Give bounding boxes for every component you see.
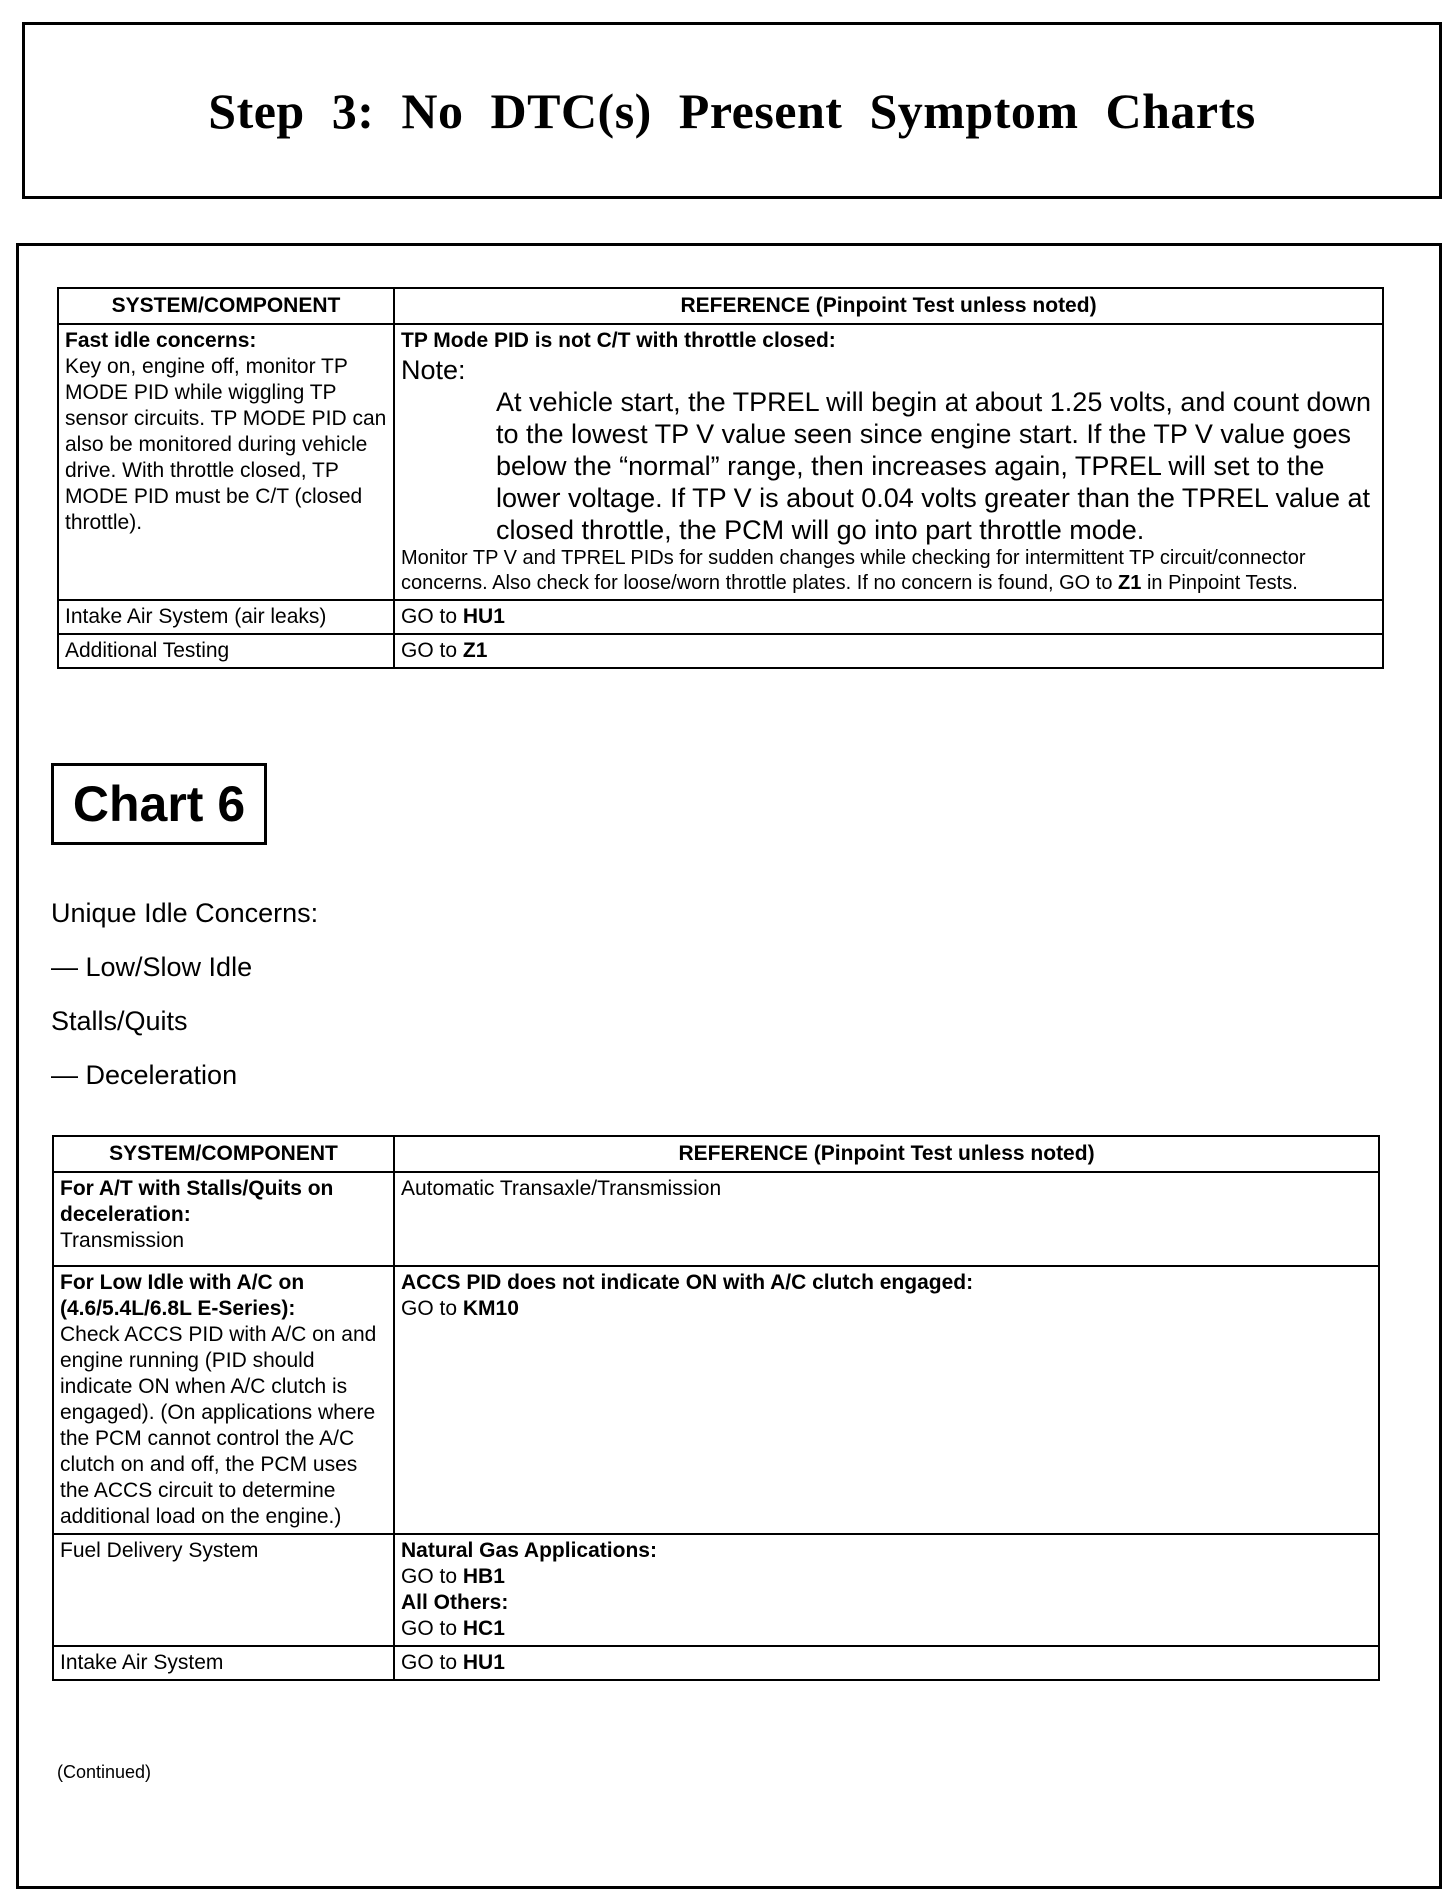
chart-item-deceleration: — Deceleration — [51, 1060, 238, 1090]
go-to-text: GO to — [401, 1297, 458, 1320]
note-body: At vehicle start, the TPREL will begin at about 1.25 volts, and count down to the lowest TP V value seen since engine start. If the TP V value goes below the “normal” range, then increases again, TPREL will set to the lower voltage. If TP V is about 0.04 volts greater than the TPREL value at closed throttle, the PCM will go into part throttle mode. — [496, 387, 1372, 545]
reference-code: HC1 — [462, 1617, 505, 1640]
reference-code: HU1 — [462, 1651, 505, 1674]
table-row — [58, 600, 1383, 634]
reference-cell — [394, 1646, 1379, 1680]
go-to-text: GO to — [401, 1651, 458, 1674]
component-cell: Additional Testing — [58, 634, 394, 668]
table-row — [53, 1172, 1379, 1266]
reference-code: HU1 — [462, 605, 505, 628]
chart-heading: Unique Idle Concerns: — [51, 898, 319, 928]
reference-title: ACCS PID does not indicate ON with A/C clutch engaged: — [401, 1271, 974, 1294]
reference-title: All Others: — [401, 1591, 509, 1614]
header-system-component: SYSTEM/COMPONENT — [53, 1136, 394, 1172]
table-row — [53, 1534, 1379, 1646]
reference-cell — [394, 600, 1383, 634]
component-cell — [58, 324, 394, 600]
component-title: For A/T with Stalls/Quits on deceleration: — [60, 1177, 334, 1226]
reference-cell: Automatic Transaxle/Transmission — [394, 1172, 1379, 1266]
reference-cell — [394, 1534, 1379, 1646]
table-row — [53, 1646, 1379, 1680]
reference-cell — [394, 1266, 1379, 1534]
go-to-text: GO to — [401, 639, 458, 662]
go-to-text: GO to — [401, 1565, 458, 1588]
header-reference: REFERENCE (Pinpoint Test unless noted) — [394, 1136, 1379, 1172]
reference-title: Natural Gas Applications: — [401, 1539, 657, 1562]
component-title: Fast idle concerns: — [65, 329, 257, 352]
table-header-row — [53, 1136, 1379, 1172]
table-row — [58, 634, 1383, 668]
reference-code: HB1 — [462, 1565, 505, 1588]
header-system-component: SYSTEM/COMPONENT — [58, 288, 394, 324]
component-cell: Fuel Delivery System — [53, 1534, 394, 1646]
symptom-table-2 — [52, 1135, 1380, 1681]
reference-code: Z1 — [1118, 572, 1142, 594]
go-to-text: GO to — [401, 1617, 458, 1640]
go-to-text: GO to — [401, 605, 458, 628]
chart-item-low-slow-idle: — Low/Slow Idle — [51, 952, 253, 982]
reference-text: Monitor TP V and TPREL PIDs for sudden changes while checking for intermittent TP circuit/connector concerns. Also check for loose/worn throttle plates. If no concern is found, GO to — [401, 547, 1306, 594]
component-body: Transmission — [60, 1229, 185, 1252]
reference-suffix: in Pinpoint Tests. — [1146, 572, 1298, 594]
component-cell: Intake Air System — [53, 1646, 394, 1680]
title-box — [22, 22, 1442, 199]
component-cell: Intake Air System (air leaks) — [58, 600, 394, 634]
table-header-row — [58, 288, 1383, 324]
chart-label: Chart 6 — [51, 763, 267, 845]
component-title: For Low Idle with A/C on (4.6/5.4L/6.8L E-Series): — [60, 1271, 305, 1320]
reference-title: TP Mode PID is not C/T with throttle closed: — [401, 329, 836, 352]
reference-code: KM10 — [462, 1297, 519, 1320]
table-row — [58, 324, 1383, 600]
reference-cell — [394, 324, 1383, 600]
table-row — [53, 1266, 1379, 1534]
header-reference: REFERENCE (Pinpoint Test unless noted) — [394, 288, 1383, 324]
note-label: Note: — [401, 355, 466, 385]
component-body: Key on, engine off, monitor TP MODE PID while wiggling TP sensor circuits. TP MODE PID can also be monitored during vehicle drive. With throttle closed, TP MODE PID must be C/T (closed throttle). — [65, 355, 387, 534]
reference-cell — [394, 634, 1383, 668]
continued-note: (Continued) — [57, 1762, 152, 1782]
component-cell — [53, 1266, 394, 1534]
reference-code: Z1 — [462, 639, 488, 662]
chart-item-stalls-quits: Stalls/Quits — [51, 1006, 188, 1036]
symptom-table-1 — [57, 287, 1384, 669]
component-body: Check ACCS PID with A/C on and engine running (PID should indicate ON when A/C clutch is engaged). (On applications where the PCM cannot control the A/C clutch on and off, the PCM uses the ACCS circuit to determine additional load on the engine.) — [60, 1323, 377, 1528]
page-title: Step 3: No DTC(s) Present Symptom Charts — [208, 82, 1256, 139]
component-cell — [53, 1172, 394, 1266]
